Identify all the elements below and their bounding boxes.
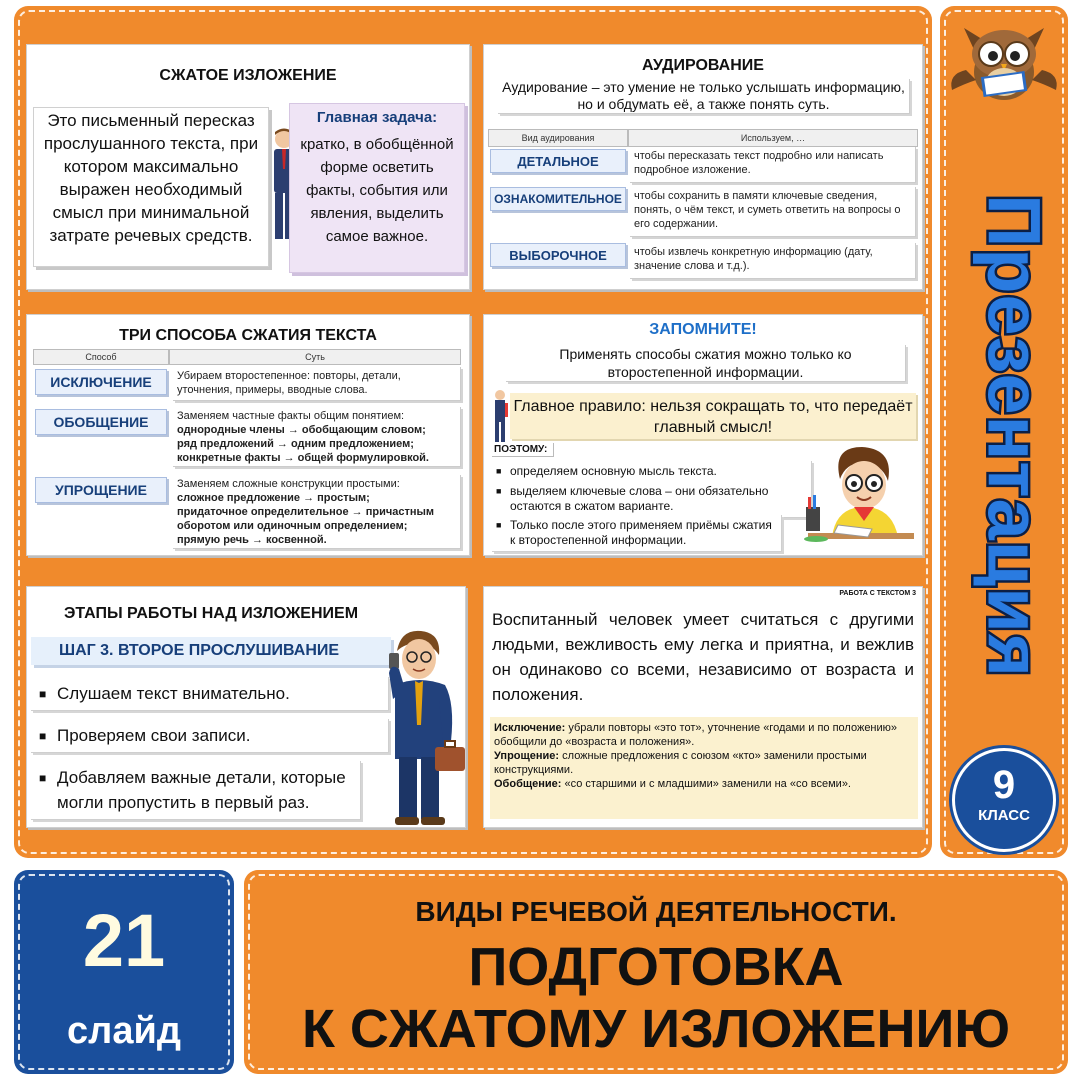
use-selective: чтобы извлечь конкретную информацию (дату, значение слова и т.д.). <box>630 243 916 279</box>
essence-line: прямую речь → косвенной. <box>177 534 327 546</box>
main-task-text: кратко, в обобщённой форме осветить факты, события или явления, выделить самое важное. <box>300 136 454 245</box>
step-banner: ШАГ 3. ВТОРОЕ ПРОСЛУШИВАНИЕ <box>31 637 391 665</box>
note-text: убрали повторы «это тот», уточнение «годами и по положению» обобщили до «возраста и положения». <box>494 722 898 748</box>
use-detailed: чтобы пересказать текст подробно или написать подробное изложение. <box>630 147 916 183</box>
analysis-notes <box>490 717 918 819</box>
essence-line: конкретные факты → общей формулировкой. <box>177 452 429 464</box>
slide-title: СЖАТОЕ ИЗЛОЖЕНИЕ <box>159 67 337 84</box>
footer-subtitle: ВИДЫ РЕЧЕВОЙ ДЕЯТЕЛЬНОСТИ. <box>415 896 897 927</box>
essence-exclusion <box>173 367 461 401</box>
note-text: сложные предложения с союзом «кто» заменили простыми конструкциями. <box>494 750 867 776</box>
note-label: Обобщение: <box>494 778 562 790</box>
slide-compressed-presentation <box>26 44 470 290</box>
essence-line: однородные члены → обобщающим словом; <box>177 424 426 436</box>
essence-simplification <box>173 475 461 549</box>
rule-bullet: ■ Только после этого применяем приёмы сжатия к второстепенной информации. <box>492 515 782 552</box>
slide-count-number: 21 <box>82 899 166 982</box>
side-label-text: Презентация <box>972 194 1056 678</box>
method-generalization: ОБОБЩЕНИЕ <box>35 409 167 435</box>
note-label: Упрощение: <box>494 750 560 762</box>
table-header-essence: Суть <box>169 349 461 365</box>
man-phone-illustration <box>375 629 466 828</box>
slide-text-work <box>483 586 923 828</box>
kind-selective: ВЫБОРОЧНОЕ <box>490 243 626 267</box>
essence-line: Заменяем сложные конструкции простыми: <box>177 478 400 490</box>
student-illustration <box>802 441 920 551</box>
slide-listening <box>483 44 923 290</box>
essence-line: ряд предложений → одним предложением; <box>177 438 414 450</box>
kind-detailed: ДЕТАЛЬНОЕ <box>490 149 626 173</box>
table-header-kind: Вид аудирования <box>488 129 628 147</box>
kind-introductory: ОЗНАКОМИТЕЛЬНОЕ <box>490 187 626 211</box>
essence-line: Убираем второстепенное: повторы, детали, <box>177 370 401 382</box>
slide-count-word: слайд <box>67 1010 181 1052</box>
footer-title-line1: ПОДГОТОВКА <box>468 937 844 997</box>
essence-generalization <box>173 407 461 467</box>
corner-label: РАБОТА С ТЕКСТОМ 3 <box>839 590 916 597</box>
slide-title: ЗАПОМНИТЕ! <box>649 321 757 338</box>
stage-bullet: ■ Проверяем свои записи. <box>31 719 389 753</box>
footer-title-line2: К СЖАТОМУ ИЗЛОЖЕНИЮ <box>301 999 1011 1059</box>
side-vertical-title <box>948 126 1058 746</box>
listening-intro: Аудирование – это умение не только услышать информацию, но и обдумать её, а также понять суть. <box>498 79 910 114</box>
use-introductory: чтобы сохранить в памяти ключевые сведения, понять, о чём текст, и суметь ответить на вопросы о его содержании. <box>630 187 916 237</box>
owl-icon <box>946 14 1062 104</box>
sample-text: Воспитанный человек умеет считаться с другими людьми, вежливость ему легка и приятна, и вежлив он одинаково со всеми, независимо от возраста и положения. <box>492 610 914 704</box>
method-simplification: УПРОЩЕНИЕ <box>35 477 167 503</box>
remember-line: Применять способы сжатия можно только ко второстепенной информации. <box>506 345 906 382</box>
businessman-icon <box>492 389 510 443</box>
main-rule: Главное правило: нельзя сокращать то, что передаёт главный смысл! <box>510 393 916 439</box>
slide-work-stages <box>26 586 466 828</box>
note-label: Исключение: <box>494 722 566 734</box>
note-text: «со старшими и с младшими» заменили на «со всеми». <box>561 778 851 790</box>
slide-title: АУДИРОВАНИЕ <box>642 57 764 74</box>
stage-bullet: ■ Слушаем текст внимательно. <box>31 677 389 711</box>
table-header-use: Используем, … <box>628 129 918 147</box>
grade-number: 9 <box>992 763 1016 807</box>
table-header-method: Способ <box>33 349 169 365</box>
therefore-label: ПОЭТОМУ: <box>492 443 554 457</box>
slide-three-methods <box>26 314 470 556</box>
grade-badge <box>952 748 1056 852</box>
definition-text: Это письменный пересказ прослушанного текста, при котором максимально выражен необходимый смысл при минимальной затрате речевых средств. <box>43 111 259 245</box>
rule-bullet: ■ определяем основную мысль текста. <box>492 461 812 483</box>
rule-bullet: ■ выделяем ключевые слова – они обязательно остаются в сжатом варианте. <box>492 481 812 518</box>
slide-title: ТРИ СПОСОБА СЖАТИЯ ТЕКСТА <box>119 327 377 344</box>
essence-line: сложное предложение → простым; <box>177 492 370 504</box>
stage-bullet: ■ Добавляем важные детали, которые могли пропустить в первый раз. <box>31 761 361 820</box>
essence-line: Заменяем частные факты общим понятием: <box>177 410 405 422</box>
slide-remember <box>483 314 923 556</box>
main-task-title: Главная задача: <box>316 109 438 126</box>
method-exclusion: ИСКЛЮЧЕНИЕ <box>35 369 167 395</box>
slide-title: ЭТАПЫ РАБОТЫ НАД ИЗЛОЖЕНИЕМ <box>63 605 359 622</box>
grade-word: КЛАСС <box>978 807 1030 824</box>
essence-line: придаточное определительное → причастным оборотом или одиночным определением; <box>177 506 435 532</box>
essence-line: уточнения, примеры, вводные слова. <box>177 384 368 396</box>
